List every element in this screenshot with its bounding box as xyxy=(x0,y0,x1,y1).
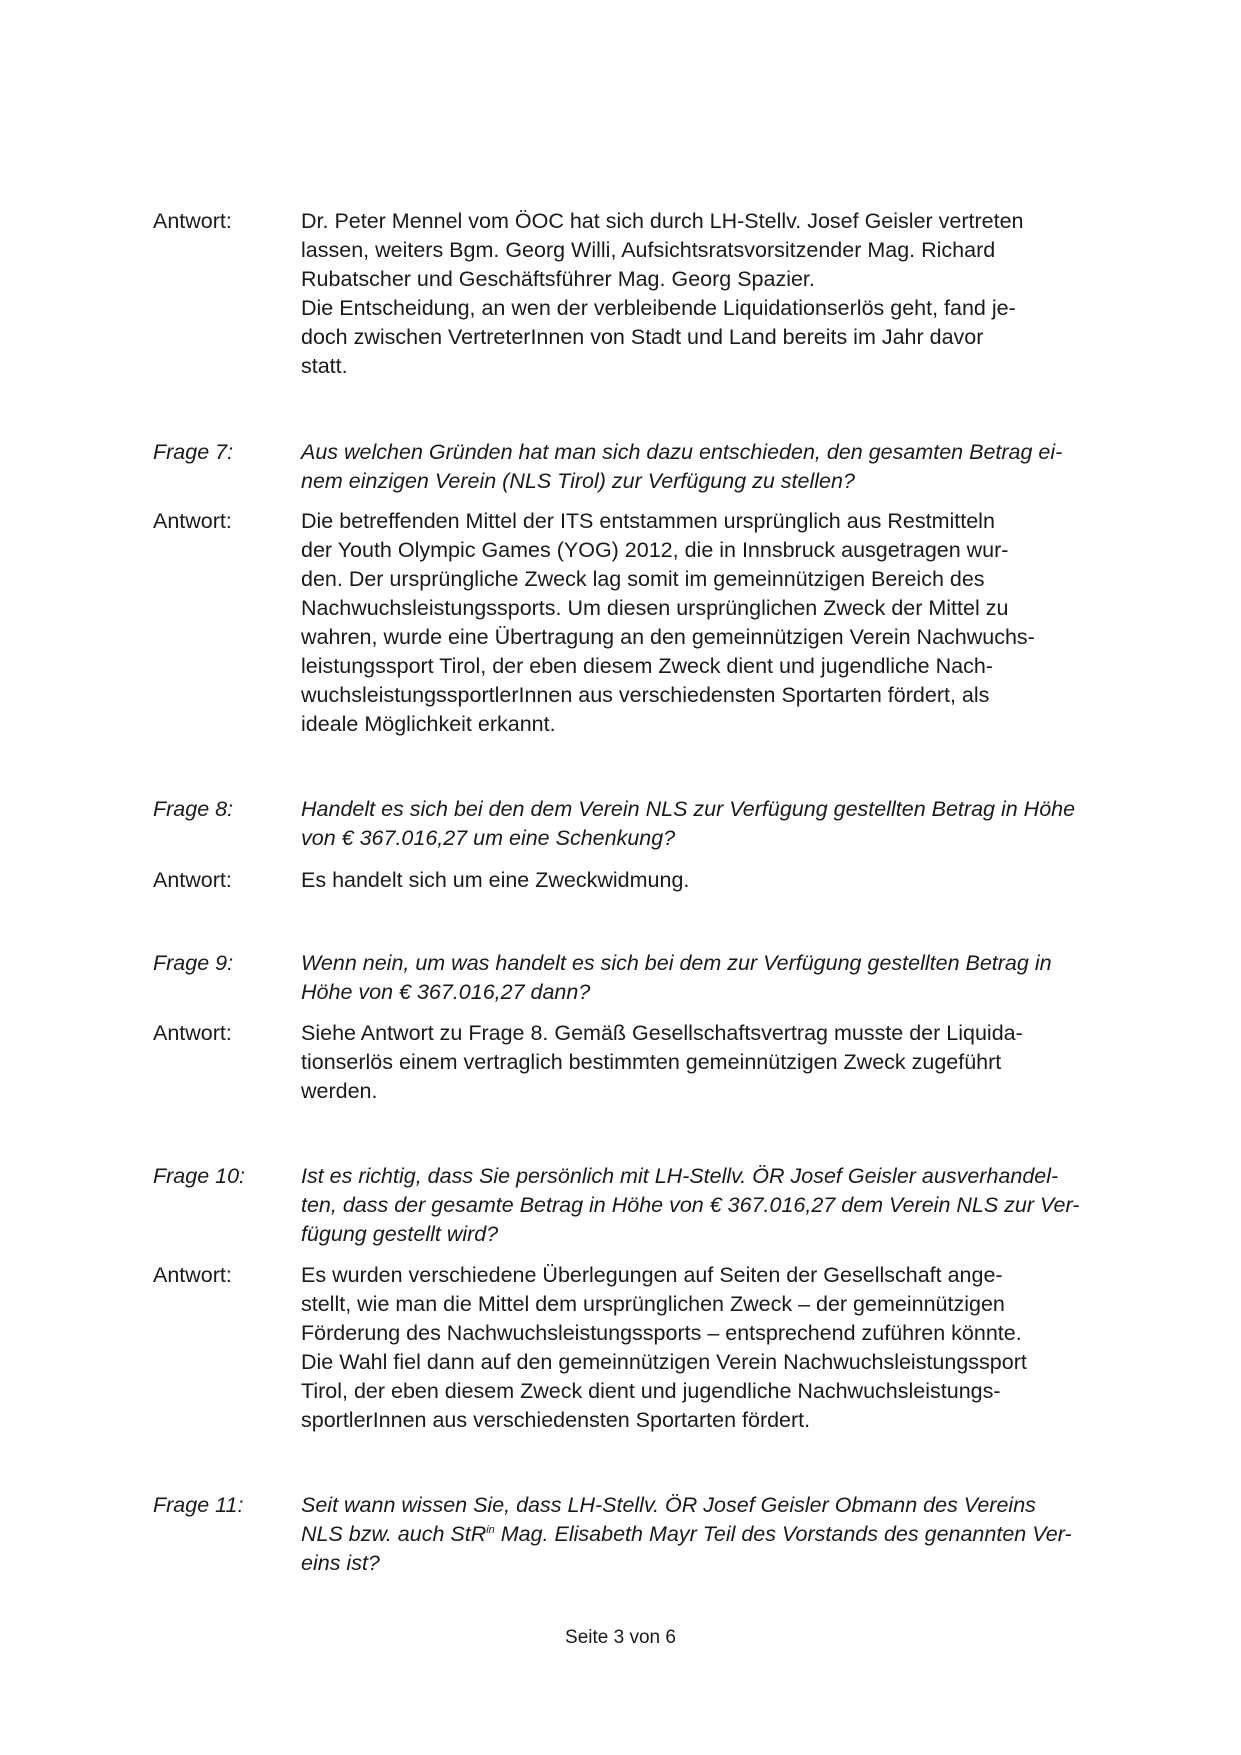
text-segment: den. Der ursprüngliche Zweck lag somit im gemeinnützigen Bereich des xyxy=(301,567,985,591)
question-text xyxy=(301,795,1075,853)
answer-label: Antwort: xyxy=(153,1021,232,1045)
superscript: in xyxy=(486,1523,495,1536)
text-segment: Die Wahl fiel dann auf den gemeinnützigen Verein Nachwuchsleistungssport xyxy=(301,1350,1027,1374)
question-text xyxy=(301,1162,1079,1249)
text-line xyxy=(301,1319,1027,1348)
text-segment: nem einzigen Verein (NLS Tirol) zur Verfügung zu stellen? xyxy=(301,469,855,493)
question-label: Frage 10: xyxy=(153,1164,246,1188)
question-label: Frage 11: xyxy=(153,1493,244,1517)
text-segment: Seit wann wissen Sie, dass LH-Stellv. ÖR Josef Geisler Obmann des Vereins xyxy=(301,1493,1036,1517)
text-line xyxy=(301,352,1024,381)
text-line xyxy=(301,1491,1072,1520)
text-segment: Höhe von € 367.016,27 dann? xyxy=(301,980,591,1004)
text-segment: sportlerInnen aus verschiedensten Sportarten fördert. xyxy=(301,1408,811,1432)
text-line xyxy=(301,1220,1079,1249)
text-line xyxy=(301,1077,1023,1106)
text-line xyxy=(301,507,1035,536)
text-segment: doch zwischen VertreterInnen von Stadt und Land bereits im Jahr davor xyxy=(301,325,984,349)
text-segment: wuchsleistungssportlerInnen aus verschiedensten Sportarten fördert, als xyxy=(301,683,990,707)
text-line xyxy=(301,1261,1027,1290)
text-line xyxy=(301,1406,1027,1435)
question-label: Frage 7: xyxy=(153,440,234,464)
text-line xyxy=(301,294,1024,323)
answer-text xyxy=(301,507,1035,739)
text-segment: Siehe Antwort zu Frage 8. Gemäß Gesellschaftsvertrag musste der Liquida- xyxy=(301,1021,1023,1045)
page-number: Seite 3 von 6 xyxy=(565,1627,676,1648)
question-label: Frage 8: xyxy=(153,797,234,821)
text-line xyxy=(301,1191,1079,1220)
answer-label: Antwort: xyxy=(153,209,232,233)
text-segment: ten, dass der gesamte Betrag in Höhe von € 367.016,27 dem Verein NLS zur Ver- xyxy=(301,1193,1080,1217)
text-segment: Nachwuchsleistungssports. Um diesen ursprünglichen Zweck der Mittel zu xyxy=(301,596,1009,620)
answer-label: Antwort: xyxy=(153,1263,232,1287)
text-line xyxy=(301,710,1035,739)
text-segment: Förderung des Nachwuchsleistungssports – entsprechend zuführen könnte. xyxy=(301,1321,1022,1345)
text-segment: leistungssport Tirol, der eben diesem Zweck dient und jugendliche Nach- xyxy=(301,654,993,678)
text-line xyxy=(301,1019,1023,1048)
text-line xyxy=(301,265,1024,294)
text-segment: werden. xyxy=(301,1079,378,1103)
text-line xyxy=(301,1290,1027,1319)
answer-text xyxy=(301,1019,1023,1106)
text-line xyxy=(301,949,1052,978)
answer-label: Antwort: xyxy=(153,868,232,892)
answer-text xyxy=(301,866,689,895)
text-line xyxy=(301,795,1075,824)
text-segment: Es wurden verschiedene Überlegungen auf Seiten der Gesellschaft ange- xyxy=(301,1263,1003,1287)
text-line xyxy=(301,1520,1072,1549)
text-segment: der Youth Olympic Games (YOG) 2012, die in Innsbruck ausgetragen wur- xyxy=(301,538,1009,562)
text-line xyxy=(301,467,1062,496)
text-segment: NLS bzw. auch StR xyxy=(301,1522,487,1546)
text-segment: Es handelt sich um eine Zweckwidmung. xyxy=(301,868,690,892)
text-line xyxy=(301,866,689,895)
answer-text xyxy=(301,1261,1027,1435)
text-line xyxy=(301,681,1035,710)
text-segment: statt. xyxy=(301,354,348,378)
text-segment: von € 367.016,27 um eine Schenkung? xyxy=(301,826,676,850)
text-line xyxy=(301,323,1024,352)
answer-text xyxy=(301,207,1024,381)
text-segment: tionserlös einem vertraglich bestimmten gemeinnützigen Zweck zugeführt xyxy=(301,1050,1002,1074)
text-line xyxy=(301,236,1024,265)
text-line xyxy=(301,207,1024,236)
text-segment: Rubatscher und Geschäftsführer Mag. Georg Spazier. xyxy=(301,267,815,291)
text-line xyxy=(301,1348,1027,1377)
text-segment: Wenn nein, um was handelt es sich bei dem zur Verfügung gestellten Betrag in xyxy=(301,951,1052,975)
text-line xyxy=(301,824,1075,853)
text-line xyxy=(301,652,1035,681)
text-segment: stellt, wie man die Mittel dem ursprünglichen Zweck – der gemeinnützigen xyxy=(301,1292,1005,1316)
question-label: Frage 9: xyxy=(153,951,234,975)
text-line xyxy=(301,978,1052,1007)
text-line xyxy=(301,623,1035,652)
question-text xyxy=(301,438,1062,496)
text-line xyxy=(301,594,1035,623)
answer-label: Antwort: xyxy=(153,509,232,533)
text-segment: Dr. Peter Mennel vom ÖOC hat sich durch LH-Stellv. Josef Geisler vertreten xyxy=(301,209,1024,233)
text-segment: fügung gestellt wird? xyxy=(301,1222,499,1246)
text-segment: Die Entscheidung, an wen der verbleibende Liquidationserlös geht, fand je- xyxy=(301,296,1016,320)
text-line xyxy=(301,536,1035,565)
question-text xyxy=(301,949,1052,1007)
text-segment: eins ist? xyxy=(301,1551,380,1575)
text-segment: Aus welchen Gründen hat man sich dazu entschieden, den gesamten Betrag ei- xyxy=(301,440,1063,464)
text-line xyxy=(301,438,1062,467)
text-line xyxy=(301,1377,1027,1406)
text-segment: Tirol, der eben diesem Zweck dient und jugendliche Nachwuchsleistungs- xyxy=(301,1379,1001,1403)
text-line xyxy=(301,1549,1072,1578)
question-text xyxy=(301,1491,1072,1578)
text-segment: Die betreffenden Mittel der ITS entstammen ursprünglich aus Restmitteln xyxy=(301,509,995,533)
text-line xyxy=(301,565,1035,594)
text-segment: lassen, weiters Bgm. Georg Willi, Aufsichtsratsvorsitzender Mag. Richard xyxy=(301,238,996,262)
text-segment: Mag. Elisabeth Mayr Teil des Vorstands des genannten Ver- xyxy=(494,1522,1072,1546)
text-segment: Handelt es sich bei den dem Verein NLS zur Verfügung gestellten Betrag in Höhe xyxy=(301,797,1076,821)
text-segment: Ist es richtig, dass Sie persönlich mit LH-Stellv. ÖR Josef Geisler ausverhandel- xyxy=(301,1164,1059,1188)
text-segment: wahren, wurde eine Übertragung an den gemeinnützigen Verein Nachwuchs- xyxy=(301,625,1035,649)
text-line xyxy=(301,1162,1079,1191)
text-segment: ideale Möglichkeit erkannt. xyxy=(301,712,556,736)
text-line xyxy=(301,1048,1023,1077)
